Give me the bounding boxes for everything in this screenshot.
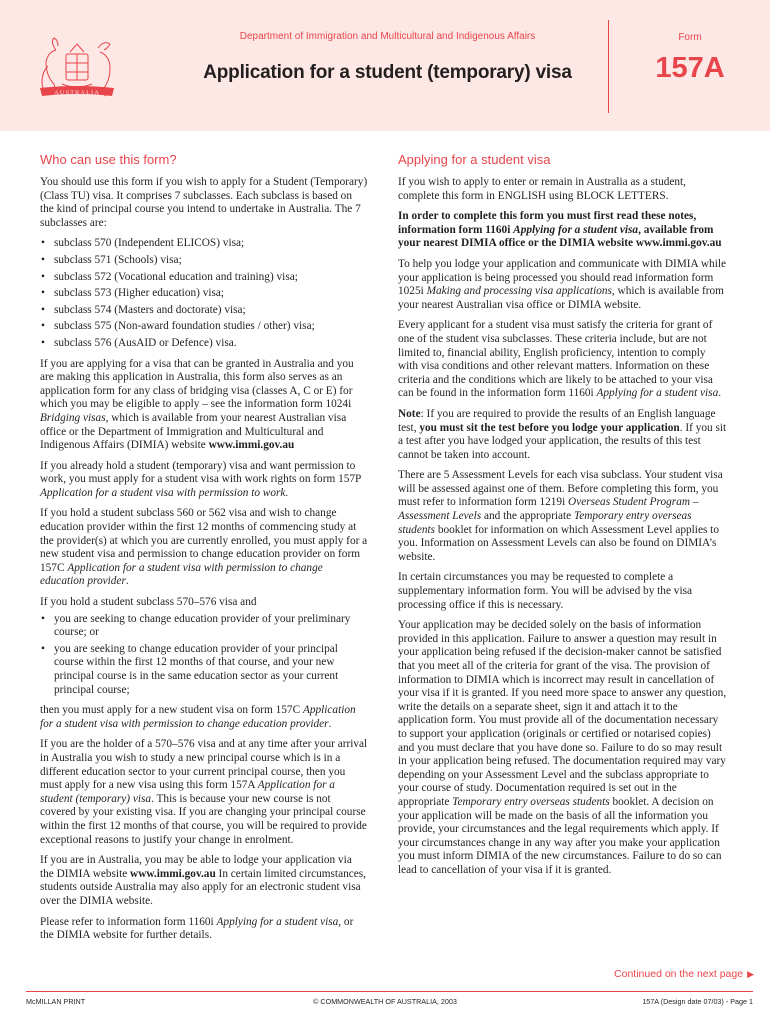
continued-link[interactable]: Continued on the next page ▶	[614, 968, 754, 980]
paragraph: In certain circumstances you may be requested to complete a supplementary information form. You will be advised by the visa processing office if this is necessary.	[398, 571, 692, 611]
section-heading-who: Who can use this form?	[40, 152, 177, 167]
list-item: • subclass 573 (Higher education) visa;	[40, 287, 368, 301]
list-item: • subclass 576 (AusAID or Defence) visa.	[40, 337, 368, 351]
coat-of-arms-logo	[26, 36, 128, 102]
list-item: • subclass 571 (Schools) visa;	[40, 254, 368, 268]
paragraph: then you must apply for a new student visa on form 157C Application for a student visa with permission to change education provider.	[40, 704, 356, 730]
subclass-list	[40, 237, 368, 350]
arrow-right-icon: ▶	[747, 969, 754, 979]
paragraph: If you are applying for a visa that can be granted in Australia and you are making this application in Australia, this form also serves as an application form for any class of bridging visa (classes A, C or E) for which you may be eligible to apply – see the information form 1024i Bridging visas, which is available from your nearest Australian visa office or the Department of Immigration and Multicultural and Indigenous Affairs (DIMIA) website www.immi.gov.au	[40, 357, 354, 452]
form-number: 157A	[655, 52, 725, 84]
list-item: • subclass 575 (Non-award foundation studies / other) visa;	[40, 320, 368, 334]
paragraph: You should use this form if you wish to apply for a Student (Temporary) (Class TU) visa. It comprises 7 subclasses. Each subclass is based on the kind of principal course you intend to undertake in Australia. The 7 subclasses are:	[40, 176, 368, 229]
paragraph: If you are the holder of a 570–576 visa and at any time after your arrival in Australia you wish to study a new principal course which is in a different education sector to your current principal course, then you must apply for a new visa using this form 157A Application for a student (temporary) visa. This is because your new course is not covered by your existing visa. If you are changing your principal course within the first 12 months of that course, you will be required to provide exceptional reasons to justify your change in enrolment.	[40, 738, 368, 846]
paragraph: If you wish to apply to enter or remain in Australia as a student, complete this form in ENGLISH using BLOCK LETTERS.	[398, 176, 687, 202]
paragraph: In order to complete this form you must first read these notes, information form 1160i Applying for a student visa, available from your nearest DIMIA office or the DIMIA website www.immi.gov.au	[398, 210, 722, 250]
right-column	[398, 152, 728, 885]
paragraph: To help you lodge your application and communicate with DIMIA while your application is being processed you should read information form 1025i Making and processing visa applications, which is available from your nearest Australian visa office or DIMIA website.	[398, 257, 727, 311]
form-label: Form	[678, 32, 702, 43]
footer-copyright: © COMMONWEALTH OF AUSTRALIA, 2003	[313, 997, 457, 1006]
footer-printer: McMILLAN PRINT	[26, 997, 86, 1006]
condition-list	[40, 613, 368, 698]
paragraph: If you hold a student subclass 570–576 visa and	[40, 596, 257, 609]
list-item: • subclass 572 (Vocational education and training) visa;	[40, 271, 368, 285]
paragraph: If you are in Australia, you may be able to lodge your application via the DIMIA website www.immi.gov.au In certain limited circumstances, students outside Australia may also apply for an electronic student visa over the DIMIA website.	[40, 854, 366, 907]
paragraph: If you already hold a student (temporary) visa and want permission to work, you must apply for a student visa with work rights on form 157P Application for a student visa with permission to work.	[40, 459, 361, 499]
paragraph: Please refer to information form 1160i Applying for a student visa, or the DIMIA website for further details.	[40, 915, 354, 942]
footer-rule	[26, 991, 753, 992]
paragraph: Every applicant for a student visa must satisfy the criteria for grant of one of the student visa subclasses. These criteria include, but are not limited to, financial ability, English proficiency, intention to comply with visa conditions and other relevant matters. Information on these criteria and the conditions which are likely to be attached to your visa can be found in the information form 1160i Applying for a student visa.	[398, 319, 722, 400]
section-heading-applying: Applying for a student visa	[398, 152, 551, 167]
website-link[interactable]: www.immi.gov.au	[130, 867, 216, 880]
page-title: Application for a student (temporary) visa	[203, 62, 572, 83]
list-item: • you are seeking to change education provider of your preliminary course; or	[40, 613, 368, 640]
department-name: Department of Immigration and Multicultural and Indigenous Affairs	[239, 31, 536, 42]
left-column	[40, 152, 368, 950]
paragraph: There are 5 Assessment Levels for each visa subclass. Your student visa will be assessed against one of them. Before completing this form, you must refer to information form 1219i Overseas Student Program – Assessment Levels and the appropriate Temporary entry overseas students booklet for information on which Assessment Level applies to you. Information on Assessment Levels can also be found on DIMIA’s website.	[398, 469, 723, 563]
paragraph: Note: If you are required to provide the results of an English language test, you must sit the test before you lodge your application. If you sit a test after you have lodged your application, the results of this test cannot be taken into account.	[398, 407, 727, 461]
paragraph: If you hold a student subclass 560 or 562 visa and wish to change education provider within the first 12 months of commencing study at the provider(s) at which you are currently enrolled, you must apply for a new student visa and permission to change education provider on form 157C Application for a student visa with permission to change education provider.	[40, 507, 368, 588]
paragraph: Your application may be decided solely on the basis of information provided in this application. Failure to answer a question may result in your application being refused if the decision-maker cannot be satisfied that you meet all of the criteria for grant of the visa. The provision of information to DIMIA which is incorrect may result in cancellation of your visa if it is granted. If you need more space to answer any question, write the details on a separate sheet, sign it and attach it to the application form. You must provide all of the documentation necessary to support your application (originals or certified or notarised copies) and you must declare that you have done so. Failure to do so may result in your application being refused. The documentation required may vary depending on your Assessment Level and the subclass appropriate to your course of study. Documentation required is set out in the appropriate Temporary entry overseas students booklet. A decision on your application will be made on the basis of all the information you provide, your circumstances and the legal requirements which apply. If your circumstances change in any way after you make your application you must inform DIMIA of the new circumstances. Failure to do so can lead to cancellation of your visa if it is granted.	[398, 619, 727, 876]
list-item: • subclass 574 (Masters and doctorate) visa;	[40, 304, 368, 318]
crest-australia-text: AUSTRALIA	[54, 89, 100, 97]
list-item: • you are seeking to change education provider of your principal course within the first 12 months of that course, and your new principal course is in the same education sector as your current principal course;	[40, 643, 368, 697]
list-item: • subclass 570 (Independent ELICOS) visa;	[40, 237, 368, 251]
website-link[interactable]: www.immi.gov.au	[208, 439, 295, 452]
footer-page-info: 157A (Design date 07/03) - Page 1	[642, 997, 753, 1006]
header-divider	[608, 20, 609, 113]
